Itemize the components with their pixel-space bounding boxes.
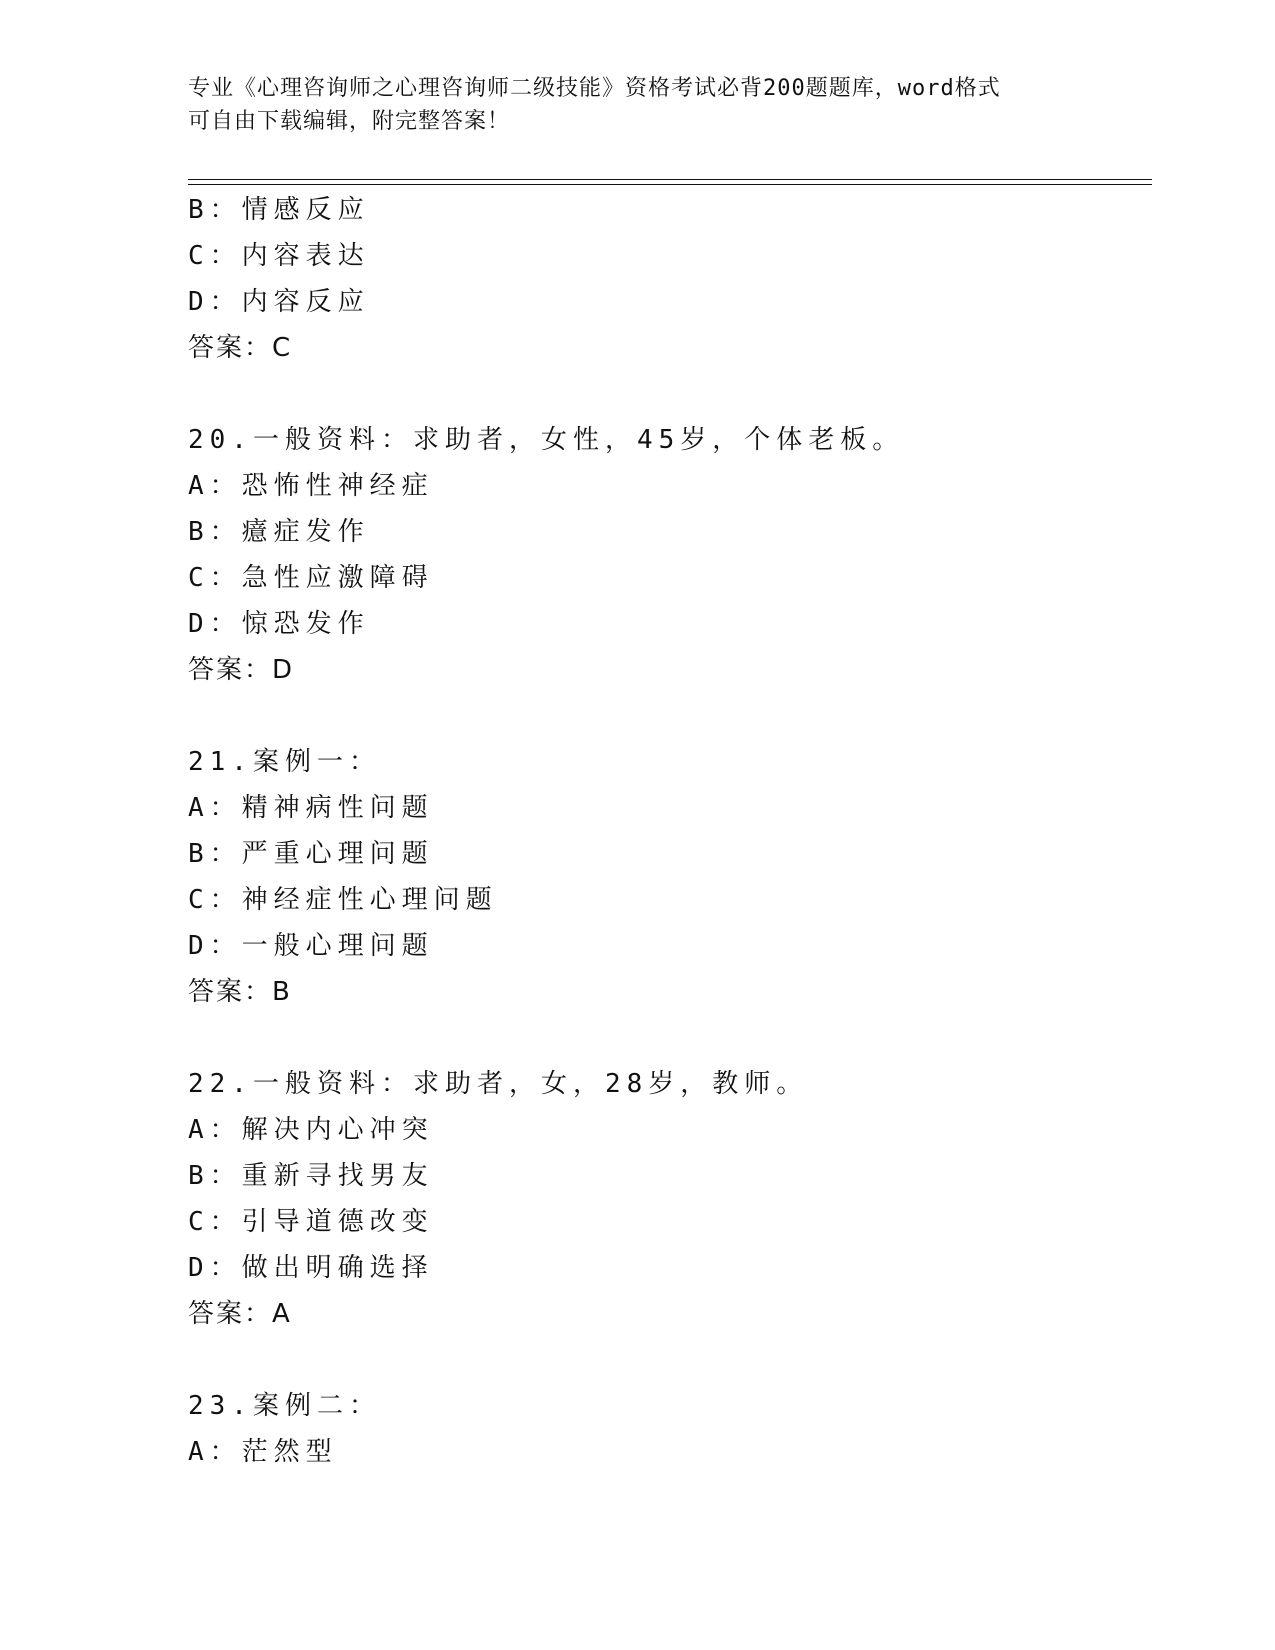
option-c: C：引导道德改变 — [188, 1207, 434, 1237]
option-b: B：重新寻找男友 — [188, 1161, 434, 1191]
option-a: A：精神病性问题 — [188, 793, 434, 823]
header-rule-bottom — [188, 184, 1152, 185]
header-line-2: 可自由下载编辑，附完整答案！ — [188, 109, 511, 134]
spacer — [188, 1337, 1148, 1383]
question-list — [188, 187, 1148, 1475]
spacer — [188, 1015, 1148, 1061]
option-a: A：解决内心冲突 — [188, 1115, 434, 1145]
option-b: B：情感反应 — [188, 195, 370, 225]
option-c: C：急性应激障碍 — [188, 563, 434, 593]
option-d: D：做出明确选择 — [188, 1253, 434, 1283]
option-b: B：严重心理问题 — [188, 839, 434, 869]
question-block-21 — [188, 739, 1148, 1015]
option-b: B：癔症发作 — [188, 517, 370, 547]
option-c: C：神经症性心理问题 — [188, 885, 498, 915]
option-a: A：恐怖性神经症 — [188, 471, 434, 501]
question-block-22 — [188, 1061, 1148, 1337]
spacer — [188, 371, 1148, 417]
header-line-1: 专业《心理咨询师之心理咨询师二级技能》资格考试必背200题题库，word格式 — [188, 76, 1001, 101]
answer-line: 答案：B — [188, 977, 292, 1007]
question-block-20 — [188, 417, 1148, 693]
document-header — [188, 72, 1088, 138]
option-d: D：内容反应 — [188, 287, 370, 317]
question-block-19-tail — [188, 187, 1148, 371]
question-stem: 23.案例二： — [188, 1391, 381, 1421]
option-c: C：内容表达 — [188, 241, 370, 271]
answer-line: 答案：A — [188, 1299, 292, 1329]
spacer — [188, 693, 1148, 739]
option-d: D：惊恐发作 — [188, 609, 370, 639]
option-d: D：一般心理问题 — [188, 931, 434, 961]
answer-line: 答案：C — [188, 333, 293, 363]
answer-line: 答案：D — [188, 655, 295, 685]
question-stem: 22.一般资料：求助者，女，28岁，教师。 — [188, 1069, 809, 1099]
option-a: A：茫然型 — [188, 1437, 338, 1467]
question-block-23 — [188, 1383, 1148, 1475]
question-stem: 21.案例一： — [188, 747, 381, 777]
header-rule-top — [188, 179, 1152, 180]
question-stem: 20.一般资料：求助者，女性，45岁，个体老板。 — [188, 425, 905, 455]
